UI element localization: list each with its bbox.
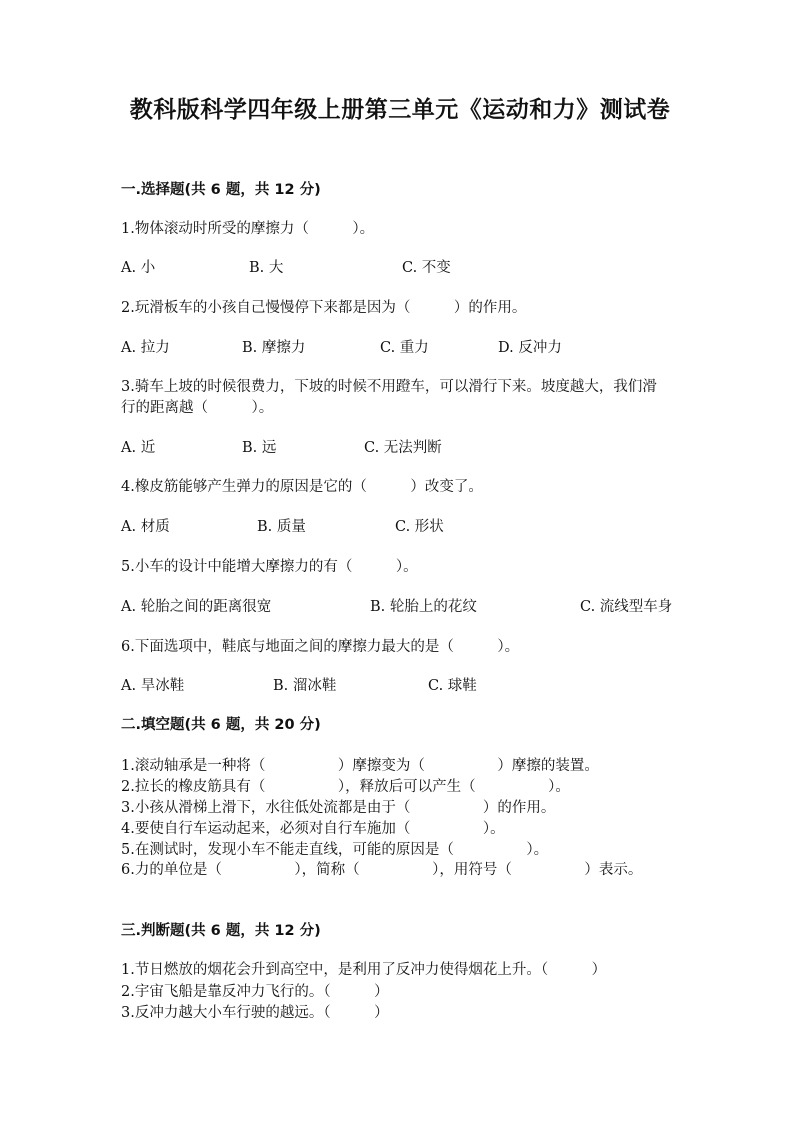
option-c: C. 球鞋 xyxy=(428,678,477,694)
page-title: 教科版科学四年级上册第三单元《运动和力》测试卷 xyxy=(129,97,671,123)
judge-item: 2.宇宙飞船是靠反冲力飞行的。（ ） xyxy=(121,984,389,1000)
section-heading-judge: 三.判断题(共 6 题，共 12 分) xyxy=(121,923,321,939)
option-a: A. 拉力 xyxy=(121,340,170,356)
fill-item: 3.小孩从滑梯上滑下，水往低处流都是由于（ ）的作用。 xyxy=(121,800,556,816)
option-b: B. 溜冰鞋 xyxy=(273,678,337,694)
option-a: A. 轮胎之间的距离很宽 xyxy=(121,599,272,615)
question-stem: 1.物体滚动时所受的摩擦力（ ）。 xyxy=(121,221,375,237)
question-stem: 6.下面选项中，鞋底与地面之间的摩擦力最大的是（ ）。 xyxy=(121,639,520,655)
question-stem: 4.橡皮筋能够产生弹力的原因是它的（ ）改变了。 xyxy=(121,479,483,495)
option-c: C. 流线型车身 xyxy=(580,599,673,615)
option-c: C. 形状 xyxy=(395,519,444,535)
option-d: D. 反冲力 xyxy=(498,340,562,356)
option-b: B. 轮胎上的花纹 xyxy=(370,599,477,615)
fill-item: 2.拉长的橡皮筋具有（ ），释放后可以产生（ ）。 xyxy=(121,779,570,795)
option-a: A. 小 xyxy=(121,260,156,276)
judge-item: 1.节日燃放的烟花会升到高空中，是利用了反冲力使得烟花上升。（ ） xyxy=(121,962,607,978)
fill-item: 5.在测试时，发现小车不能走直线，可能的原因是（ ）。 xyxy=(121,842,549,858)
fill-item: 1.滚动轴承是一种将（ ）摩擦变为（ ）摩擦的装置。 xyxy=(121,758,599,774)
option-b: B. 质量 xyxy=(257,519,306,535)
option-a: A. 近 xyxy=(121,440,156,456)
section-heading-fill: 二.填空题(共 6 题，共 20 分) xyxy=(121,717,321,733)
option-a: A. 旱冰鞋 xyxy=(121,678,185,694)
judge-item: 3.反冲力越大小车行驶的越远。（ ） xyxy=(121,1005,389,1021)
option-b: B. 远 xyxy=(242,440,277,456)
option-c: C. 不变 xyxy=(402,260,451,276)
option-a: A. 材质 xyxy=(121,519,170,535)
question-stem: 5.小车的设计中能增大摩擦力的有（ ）。 xyxy=(121,559,418,575)
question-stem: 3.骑车上坡的时候很费力，下坡的时候不用蹬车，可以滑行下来。坡度越大，我们滑行的距离越（ ）。 xyxy=(121,379,657,416)
option-c: C. 无法判断 xyxy=(364,440,442,456)
fill-item: 6.力的单位是（ ），简称（ ），用符号（ ）表示。 xyxy=(121,862,643,878)
option-c: C. 重力 xyxy=(380,340,429,356)
option-b: B. 大 xyxy=(249,260,284,276)
question-stem: 2.玩滑板车的小孩自己慢慢停下来都是因为（ ）的作用。 xyxy=(121,300,527,316)
option-b: B. 摩擦力 xyxy=(242,340,306,356)
section-heading-choice: 一.选择题(共 6 题，共 12 分) xyxy=(121,182,321,198)
fill-item: 4.要使自行车运动起来，必须对自行车施加（ ）。 xyxy=(121,821,505,837)
